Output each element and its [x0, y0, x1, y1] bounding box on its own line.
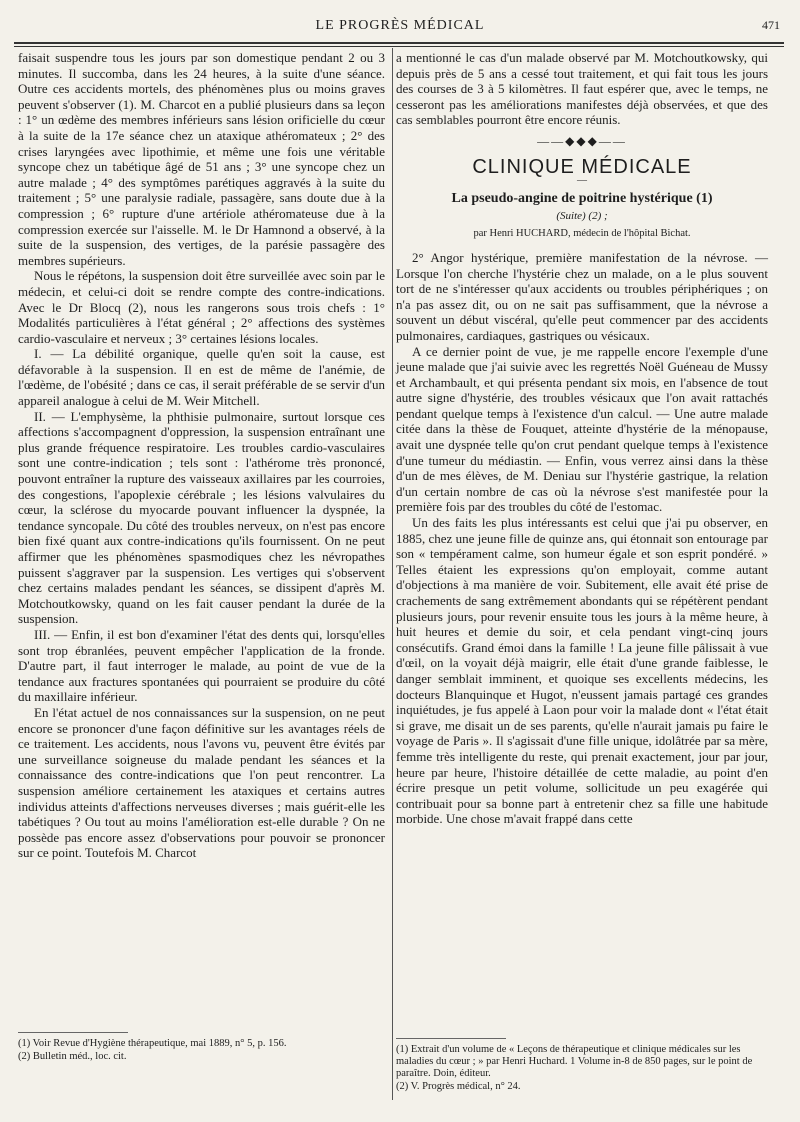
running-header [16, 14, 784, 38]
article-byline: par Henri HUCHARD, médecin de l'hôpital Bichat. [473, 228, 691, 240]
section-dash: — [577, 175, 587, 187]
journal-title: LE PROGRÈS MÉDICAL [315, 18, 485, 33]
right-footnotes [396, 1040, 768, 1094]
article-suite: (Suite) (2) ; [556, 209, 608, 222]
left-column [18, 50, 385, 861]
paragraph: III. — Enfin, il est bon d'examiner l'état des dents qui, lorsqu'elles sont trop ébranlées, peuvent empêcher l'application de la fronde. D'autre part, il faut interroger le malade, au point de vue de la tendance aux fractures spontanées qui pourraient se produire du côté du maxillaire inférieur. [18, 626, 385, 705]
paragraph: I. — La débilité organique, quelle qu'en soit la cause, est défavorable à la suspension. Il en est de même de l'anémie, de l'œdème, de l'obésité ; dans ce cas, il serait préférable de se servir d'un appareil analogue à celui de M. Weir Mitchell. [18, 346, 385, 409]
footnote-rule [396, 1038, 506, 1039]
paragraph: Nous le répétons, la suspension doit être surveillée avec soin par le médecin, et celui-ci doit se rendre compte des contre-indications. Avec le Dr Blocq (2), nous les rangerons sous trois chefs : 1° Modalités particulières à l'état général ; 2° affections des systèmes cardio-vasculaire et nerveux ; 3° certaines lésions locales. [18, 268, 385, 346]
footnote-rule [18, 1032, 128, 1033]
paragraph: Un des faits les plus intéressants est celui que j'ai pu observer, en 1885, chez une jeune fille de quinze ans, qui étonnait son entourage par son « tempérament calme, son humeur égale et son esprit pondéré. » Telles étaient les expressions qu'on employait, comme autant d'objections à ma manière de voir. Subitement, elle avait été prise de crachements de sang extrêmement abondants qui se répétèrent pendant plusieurs jours, pour revenir ensuite tous les jours à la même heure, à huit heures et demie du soir, et cela pendant vingt-cinq jours consécutifs. Grand émoi dans la famille ! La jeune fille pâlissait à vue d'œil, on la voyait déjà maigrir, elle était d'une grande faiblesse, le danger semblait imminent, et quoique ses excellents médecins, les docteurs Blanquinque et Hugot, n'eussent jamais partagé ces grandes inquiétudes, je fus appelé à Laon pour voir la malade dont « l'état était si grave, me disait un de ses parents, qu'elle n'aurait jamais pu faire le voyage de Paris ». Il s'agissait d'une fille unique, idolâtrée par sa mère, femme très intelligente du reste, qui prenait exactement, jour par jour, heure par heure, l'histoire détaillée de cette maladie, au point d'en écrire presque un petit volume, sollicitude un peu exagérée qui contribuait pour sa bonne part à entretenir chez sa fille une habitude morbide. Une chose m'avait frappé dans cette [396, 515, 768, 827]
paragraph: faisait suspendre tous les jours par son domestique pendant 2 ou 3 minutes. Il succomba, dans les 24 heures, à la suite d'une séance. Outre ces accidents mortels, des phénomènes plus ou moins graves peuvent s'observer (1). M. Charcot en a publié plusieurs dans sa leçon : 1° un œdème des membres inférieurs sans lésion orificielle du cœur à la suite de la 17e séance chez un ataxique athéromateux ; 2° des crises laryngées avec lipothimie, et même une fois une véritable syncope chez un tabétique âgé de 51 ans ; 3° une syncope chez un autre malade ; 4° des symptômes parétiques aggravés à la suite du traitement ; 5° une paralysie radiale, passagère, sans doute due à la compression ; 6° rupture d'une artériole athéromateuse due à la compression exercée sur l'aisselle. M. le Dr Hamnond a observé, à la suite de la suspension, des vertiges, de la parésie passagère des membres supérieurs. [18, 50, 385, 268]
right-column [396, 50, 768, 827]
footnote: (2) V. Progrès médical, n° 24. [396, 1081, 521, 1092]
footnote: (1) Extrait d'un volume de « Leçons de thérapeutique et clinique médicales sur les maladies du cœur ; » par Henri Huchard. 1 Volume in-8 de 850 pages, sur le point de paraître. Doin, éditeur. [396, 1044, 753, 1079]
paragraph: En l'état actuel de nos connaissances sur la suspension, on ne peut encore se prononcer d'une façon définitive sur les avantages réels de ce traitement. Les accidents, nous l'avons vu, peuvent être évités par une surveillance soigneuse du malade pendant les séances et la connaissance des contre-indications que l'on peut rencontrer. La suspension améliore certainement les ataxiques et certains autres individus atteints d'affections nerveuses diverses ; mais guérit-elle les tabétiques ? Ou tout au moins l'amélioration est-elle durable ? On ne possède pas encore assez d'observations pour pouvoir se prononcer sur ce point. Toutefois M. Charcot [18, 704, 385, 861]
section-title: CLINIQUE MÉDICALE [472, 155, 692, 178]
article-title: La pseudo-angine de poitrine hystérique (1) [451, 191, 713, 207]
footnote: (2) Bulletin méd., loc. cit. [18, 1051, 127, 1062]
header-rule [14, 42, 784, 47]
paragraph: II. — L'emphysème, la phthisie pulmonaire, surtout lorsque ces affections s'accompagnent d'oppression, la suspension entraînant une plus grande fréquence respiratoire. Les troubles cardio-vasculaires sont une contre-indication ; tels sont : l'athérome très prononcé, pouvont entraîner la rupture des vaisseaux axillaires par les courroies, des congestions, l'apoplexie cérébrale ; les lésions valvulaires du cœur, la sclérose du myocarde pouvant influencer la dyspnée, la tendance syncopale. Du côté des troubles nerveux, on n'est pas encore bien fixé quant aux contre-indications qu'ils fournissent. On ne peut affirmer que les phénomènes spasmodiques chez les névropathes puissent s'aggraver par la suspension. Les vertiges qui s'observent chez certains malades pendant les séances, se dissipent d'après M. Motchoutkowsky, quand on les fait causer pendant la durée de la suspension. [18, 408, 385, 627]
paragraph: A ce dernier point de vue, je me rappelle encore l'exemple d'une jeune malade que j'ai suivie avec les regrettés Noël Guéneau de Mussy et Archambault, et qui présenta pendant six mois, en l'absence de tout autre signe d'hystérie, des troubles vésicaux que l'on avait rattachés pendant quelque temps à l'existence d'un calcul. — Une autre malade citée dans la thèse de Fouquet, atteinte d'hystérie de la ménopause, avait une dyspnée telle qu'on crut pendant quelque temps à l'existence d'une tumeur du médiastin. — Enfin, vous verrez ainsi dans la thèse d'un de mes élèves, de M. Deniau sur l'hystérie gastrique, la relation d'un certain nombre de cas où la névrose s'est manifestée pour la première fois par des troubles du côté de l'estomac. [396, 343, 768, 515]
footnote: (1) Voir Revue d'Hygiène thérapeutique, mai 1889, n° 5, p. 156. [18, 1038, 287, 1049]
page-number: 471 [762, 18, 780, 32]
column-divider [392, 48, 393, 1100]
left-footnotes [18, 1034, 385, 1064]
ornament-divider: ——◆◆◆—— [537, 133, 627, 148]
paragraph: 2° Angor hystérique, première manifestation de la névrose. — Lorsque l'on cherche l'hystérie chez un malade, on a le plus souvent tort de ne s'intéresser qu'aux accidents ou troubles périphériques ; on n'a pas assez dit, ou on ne sait pas suffisamment, que la névrose a souvent un début viscéral, qu'elle peut commencer par des accidents pulmonaires, cardiaques, gastriques ou vésicaux. [396, 249, 768, 343]
paragraph: a mentionné le cas d'un malade observé par M. Motchoutkowsky, qui depuis près de 5 ans a cessé tout traitement, et qui fait tous les jours des courses de 3 à 5 kilomètres. Il faut espérer que, avec le temps, ne cesseront pas les améliorations manifestes déjà observées, et que des cas semblables pourront être encore réunis. [396, 50, 768, 128]
